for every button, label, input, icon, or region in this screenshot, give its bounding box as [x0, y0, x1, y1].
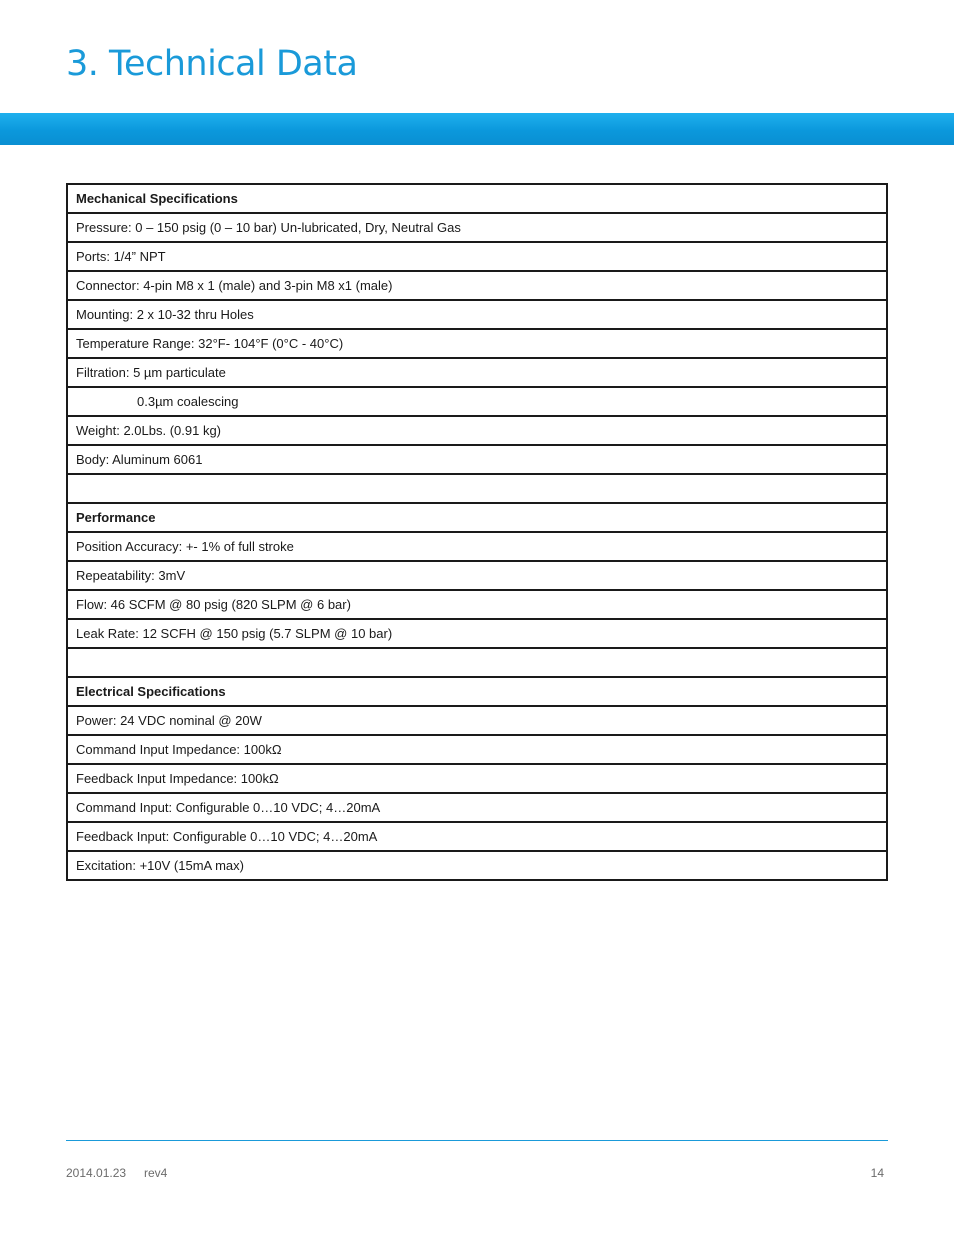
footer-date: 2014.01.23 [66, 1166, 127, 1180]
spec-row [67, 590, 887, 619]
spec-row [67, 416, 887, 445]
spec-row [67, 300, 887, 329]
spec-row [67, 619, 887, 648]
spec-cell: Connector: 4-pin M8 x 1 (male) and 3-pin M8 x1 (male) [67, 271, 887, 300]
spec-cell: Excitation: +10V (15mA max) [67, 851, 887, 880]
section-header-row [67, 503, 887, 532]
spec-cell: Power: 24 VDC nominal @ 20W [67, 706, 887, 735]
spec-cell: Command Input: Configurable 0…10 VDC; 4…20mA [67, 793, 887, 822]
footer-divider [66, 1140, 888, 1141]
spec-row [67, 793, 887, 822]
title-banner [0, 113, 954, 145]
spacer-cell [67, 648, 887, 677]
spec-cell: Weight: 2.0Lbs. (0.91 kg) [67, 416, 887, 445]
spec-row [67, 706, 887, 735]
spacer-row [67, 648, 887, 677]
spec-cell: Feedback Input: Configurable 0…10 VDC; 4…20mA [67, 822, 887, 851]
section-header-cell: Mechanical Specifications [67, 184, 887, 213]
spec-row [67, 851, 887, 880]
spec-row [67, 764, 887, 793]
section-header-row [67, 677, 887, 706]
spec-cell: Position Accuracy: +- 1% of full stroke [67, 532, 887, 561]
spec-cell: Command Input Impedance: 100kΩ [67, 735, 887, 764]
page-title: 3. Technical Data [66, 44, 358, 84]
spec-cell: Pressure: 0 – 150 psig (0 – 10 bar) Un-lubricated, Dry, Neutral Gas [67, 213, 887, 242]
spec-cell: Body: Aluminum 6061 [67, 445, 887, 474]
spec-cell: Ports: 1/4” NPT [67, 242, 887, 271]
spec-row [67, 213, 887, 242]
spec-cell: Filtration: 5 µm particulate [67, 358, 887, 387]
spacer-row [67, 474, 887, 503]
spec-cell: Repeatability: 3mV [67, 561, 887, 590]
spec-row [67, 561, 887, 590]
technical-data-table-body [67, 184, 887, 880]
spec-cell: 0.3µm coalescing [67, 387, 887, 416]
spec-cell: Flow: 46 SCFM @ 80 psig (820 SLPM @ 6 bar) [67, 590, 887, 619]
spec-row [67, 271, 887, 300]
technical-data-table [66, 183, 888, 881]
spec-row [67, 445, 887, 474]
spec-row [67, 358, 887, 387]
spec-row [67, 387, 887, 416]
spec-row [67, 822, 887, 851]
spec-cell: Mounting: 2 x 10-32 thru Holes [67, 300, 887, 329]
spec-row [67, 329, 887, 358]
footer-revision: rev4 [144, 1166, 168, 1180]
spec-row [67, 242, 887, 271]
section-header-cell: Performance [67, 503, 887, 532]
spec-cell: Feedback Input Impedance: 100kΩ [67, 764, 887, 793]
section-header-cell: Electrical Specifications [67, 677, 887, 706]
spec-row [67, 532, 887, 561]
section-header-row [67, 184, 887, 213]
spacer-cell [67, 474, 887, 503]
spec-cell: Leak Rate: 12 SCFH @ 150 psig (5.7 SLPM @ 10 bar) [67, 619, 887, 648]
spec-cell: Temperature Range: 32°F- 104°F (0°C - 40°C) [67, 329, 887, 358]
footer-page-number: 14 [870, 1166, 884, 1180]
spec-row [67, 735, 887, 764]
